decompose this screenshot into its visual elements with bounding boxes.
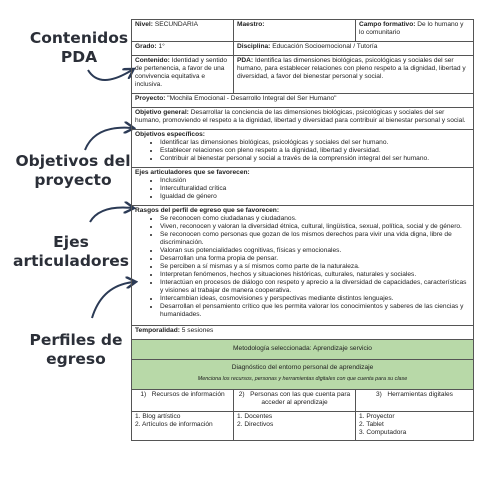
rasgos-label: Rasgos del perfil de egreso que se favorecen: <box>135 207 280 214</box>
row-diagnostico <box>132 360 473 390</box>
column-items-recursos <box>132 412 234 440</box>
row-grado <box>132 42 473 56</box>
nivel-label: Nivel: <box>135 21 153 28</box>
column-header-herramientas: 3) Herramientas digitales <box>376 391 453 398</box>
column-items-personas <box>234 412 356 440</box>
list-item: • Intercambian ideas, cosmovisiones y perspectivas mediante distintos lenguajes. <box>160 295 470 303</box>
row-temporalidad <box>132 326 473 340</box>
metodologia-value: Metodología seleccionada: Aprendizaje servicio <box>132 340 473 359</box>
nivel-value: SECUNDARIA <box>154 21 199 28</box>
temporalidad-value: 5 sesiones <box>181 327 214 334</box>
pda-value: Identifica las dimensiones biológicas, psicológicas y sociales del ser humano, para establecer relaciones con pleno respeto a la dignidad, libertad y diversidad, a favor del bienestar personal y social. <box>237 57 466 81</box>
row-ejes <box>132 168 473 206</box>
rasgos-list <box>135 215 470 319</box>
row-columns-header <box>132 390 473 412</box>
proyecto-value: "Mochila Emocional - Desarrollo Integral del Ser Humano" <box>167 95 337 102</box>
maestro-label: Maestro: <box>237 21 265 28</box>
list-item: • Igualdad de género <box>160 193 470 201</box>
list-item: • Desarrollan una forma propia de pensar. <box>160 255 470 263</box>
pda-label: PDA: <box>237 57 254 64</box>
ejes-label: Ejes articuladores que se favorecen: <box>135 169 250 176</box>
list-item: 3. Computadora <box>359 429 407 437</box>
side-label-perfiles: Perfiles de egreso <box>29 331 123 368</box>
list-item: • Desarrollan el pensamiento crítico que les permita valorar los conocimientos y saberes de las ciencias y humanidades. <box>160 303 470 319</box>
list-item: • Viven, reconocen y valoran la diversidad étnica, cultural, lingüística, sexual, política, social y de género. <box>160 223 470 231</box>
contenido-value: Identidad y sentido de pertenencia, a favor de una convivencia equitativa e inclusiva. <box>135 57 227 89</box>
grado-label: Grado: <box>135 43 157 50</box>
temporalidad-label: Temporalidad: <box>135 327 180 334</box>
list-item: • Se reconocen como personas que gozan de los mismos derechos para vivir una vida digna, libre de discriminación. <box>160 231 470 247</box>
list-item: 1. Docentes <box>237 413 273 420</box>
column-items-herramientas <box>356 412 473 440</box>
arrow-ejes <box>90 208 132 222</box>
campo-value: De lo humano y lo comunitario <box>359 21 464 37</box>
row-proyecto <box>132 94 473 108</box>
arrow-objetivos <box>85 128 132 150</box>
list-item: • Establecer relaciones con pleno respeto a la dignidad, libertad y diversidad. <box>160 147 470 155</box>
row-metodologia <box>132 340 473 360</box>
campo-label: Campo formativo: <box>359 21 416 28</box>
list-item: 1. Proyector <box>359 413 395 420</box>
row-objetivo-general <box>132 108 473 130</box>
column-header-recursos: 1) Recursos de información <box>132 390 234 411</box>
objetivos-especificos-label: Objetivos específicos: <box>135 131 205 138</box>
list-item: • Interactúan en procesos de diálogo con respeto y aprecio a la diversidad de capacidades, características y visiones al trabajar de manera cooperativa. <box>160 279 470 295</box>
row-nivel <box>132 20 473 42</box>
row-columns-items <box>132 412 473 440</box>
list-item: 2. Directivos <box>237 421 274 429</box>
list-item: • Se perciben a sí mismas y a sí mismos como parte de la naturaleza. <box>160 263 470 271</box>
row-rasgos <box>132 206 473 326</box>
arrow-contenidos <box>88 70 132 80</box>
side-label-objetivos: Objetivos del proyecto <box>15 152 131 189</box>
column-header-personas: 2) Personas con las que cuenta para acceder al aprendizaje <box>234 390 356 411</box>
diagnostico-note: Menciona los recursos, personas y herramientas digitales con que cuenta para su clase <box>197 376 408 383</box>
list-item: • Valoran sus potencialidades cognitivas, físicas y emocionales. <box>160 247 470 255</box>
list-item: 2. Tablet <box>359 421 384 429</box>
list-item: • Contribuir al bienestar personal y social a través de la comprensión integral del ser humano. <box>160 155 470 163</box>
disciplina-label: Disciplina: <box>237 43 271 50</box>
objetivo-general-value: Desarrollar la conciencia de las dimensiones biológicas, psicológicas y sociales del ser humano, promoviendo el respeto a la dignidad, libertad y diversidad para contribuir al bienestar personal y social. <box>135 109 466 125</box>
list-item: • Se reconocen como ciudadanas y ciudadanos. <box>160 215 470 223</box>
list-item: • Identificar las dimensiones biológicas, psicológicas y sociales del ser humano. <box>160 139 470 147</box>
objetivos-especificos-list <box>135 139 470 163</box>
disciplina-value: Educación Socioemocional / Tutoría <box>272 43 378 50</box>
row-contenido-pda <box>132 56 473 94</box>
row-objetivos-especificos <box>132 130 473 168</box>
list-item: • Interpretan fenómenos, hechos y situaciones históricas, culturales, naturales y sociales. <box>160 271 470 279</box>
planning-document <box>131 19 474 441</box>
ejes-list <box>135 177 470 201</box>
side-label-contenidos-pda: Contenidos PDA <box>29 29 129 66</box>
list-item: 1. Blog artístico <box>135 413 181 420</box>
list-item: 2. Artículos de información <box>135 421 213 429</box>
list-item: • Interculturalidad crítica <box>160 185 470 193</box>
arrow-perfiles <box>92 282 134 318</box>
objetivo-general-label: Objetivo general: <box>135 109 189 116</box>
proyecto-label: Proyecto: <box>135 95 166 102</box>
contenido-label: Contenido: <box>135 57 170 64</box>
diagnostico-title: Diagnóstico del entorno personal de aprendizaje <box>231 364 374 371</box>
side-label-ejes: Ejes articuladores <box>13 233 129 270</box>
grado-value: 1° <box>158 43 165 50</box>
list-item: • Inclusión <box>160 177 470 185</box>
